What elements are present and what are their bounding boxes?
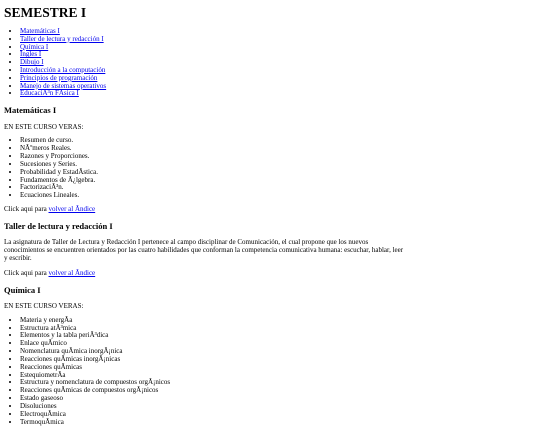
course-topics-quimica [4, 317, 536, 426]
toc-link-quimica[interactable]: Química I [20, 42, 49, 51]
toc-item [20, 44, 536, 52]
list-item: • Reacciones quÃmicas [20, 364, 536, 372]
toc-link-taller[interactable]: Taller de lectura y redacción I [20, 34, 104, 43]
toc-link-ingles[interactable]: Ingles I [20, 50, 42, 59]
toc-item [20, 51, 536, 59]
back-to-index-link[interactable]: volver al Ãndice [48, 268, 96, 277]
toc-link-matematicas[interactable]: Matemáticas I [20, 26, 60, 35]
list-item: • Razones y Proporciones. [20, 153, 536, 161]
course-intro: EN ESTE CURSO VERAS: [4, 122, 84, 131]
list-item: • TermoquÃmica [20, 419, 536, 426]
list-item: • EstequiometrÃa [20, 372, 536, 380]
section-title-quimica: Química I [4, 284, 41, 295]
toc-link-programacion[interactable]: Principios de programación [20, 73, 98, 82]
section-title-taller: Taller de lectura y redacción I [4, 220, 113, 231]
list-item: • Reacciones quÃmicas de compuestos orgÃ¡nicos [20, 387, 536, 395]
list-item: • Fundamentos de Ã¿lgebra. [20, 177, 536, 185]
list-item: • Sucesiones y Series. [20, 161, 536, 169]
list-item: • Disoluciones [20, 403, 536, 411]
page-title: SEMESTRE I [4, 5, 87, 20]
list-item: • Estructura y nomenclatura de compuestos orgÃ¡nicos [20, 379, 536, 387]
back-prefix: Click aqui para [4, 205, 49, 214]
back-line [4, 206, 536, 214]
course-description: La asignatura de Taller de Lectura y Redacción I pertenece al campo disciplinar de Comunicación, el cual propone que los nuevos conocimientos se encuentren orientados por las cuatro habilidades que conforman la competencia comunicativa humana: escuchar, hablar, leer y escribir. [4, 238, 404, 262]
list-item: • Nomenclatura quÃmica inorgÃ¡nica [20, 348, 536, 356]
list-item: • Probabilidad y EstadÃstica. [20, 169, 536, 177]
list-item: • Estructura atÃ³mica [20, 325, 536, 333]
list-item: • Reacciones quÃmicas inorgÃ¡nicas [20, 356, 536, 364]
list-item: • Materia y energÃa [20, 317, 536, 325]
list-item: • Ecuaciones Lineales. [20, 192, 536, 200]
back-to-index-link[interactable]: volver al Ãndice [48, 205, 96, 214]
list-item: • FactorizaciÃ³n. [20, 184, 536, 192]
toc-link-computacion[interactable]: Introducción a la computación [20, 65, 106, 74]
back-prefix: Click aqui para [4, 268, 49, 277]
course-topics-matematicas [4, 137, 536, 200]
toc-link-educacion-fisica[interactable]: EducaciÃ³n FÃsica I [20, 89, 79, 98]
section-title-matematicas: Matemáticas I [4, 105, 57, 116]
list-item: • Resumen de curso. [20, 137, 536, 145]
toc-item [20, 67, 536, 75]
toc-link-sistemas[interactable]: Manejo de sistemas operativos [20, 81, 107, 90]
toc-link-dibujo[interactable]: Dibujo I [20, 58, 44, 67]
table-of-contents [4, 28, 536, 98]
toc-item [20, 36, 536, 44]
list-item: • Elementos y la tabla periÃ³dica [20, 332, 536, 340]
course-intro: EN ESTE CURSO VERAS: [4, 301, 84, 310]
list-item: • ElectroquÃmica [20, 411, 536, 419]
list-item: • Estado gaseoso [20, 395, 536, 403]
toc-item [20, 90, 536, 98]
back-line [4, 270, 536, 278]
toc-item [20, 83, 536, 91]
list-item: • NÃºmeros Reales. [20, 145, 536, 153]
list-item: • Enlace quÃmico [20, 340, 536, 348]
